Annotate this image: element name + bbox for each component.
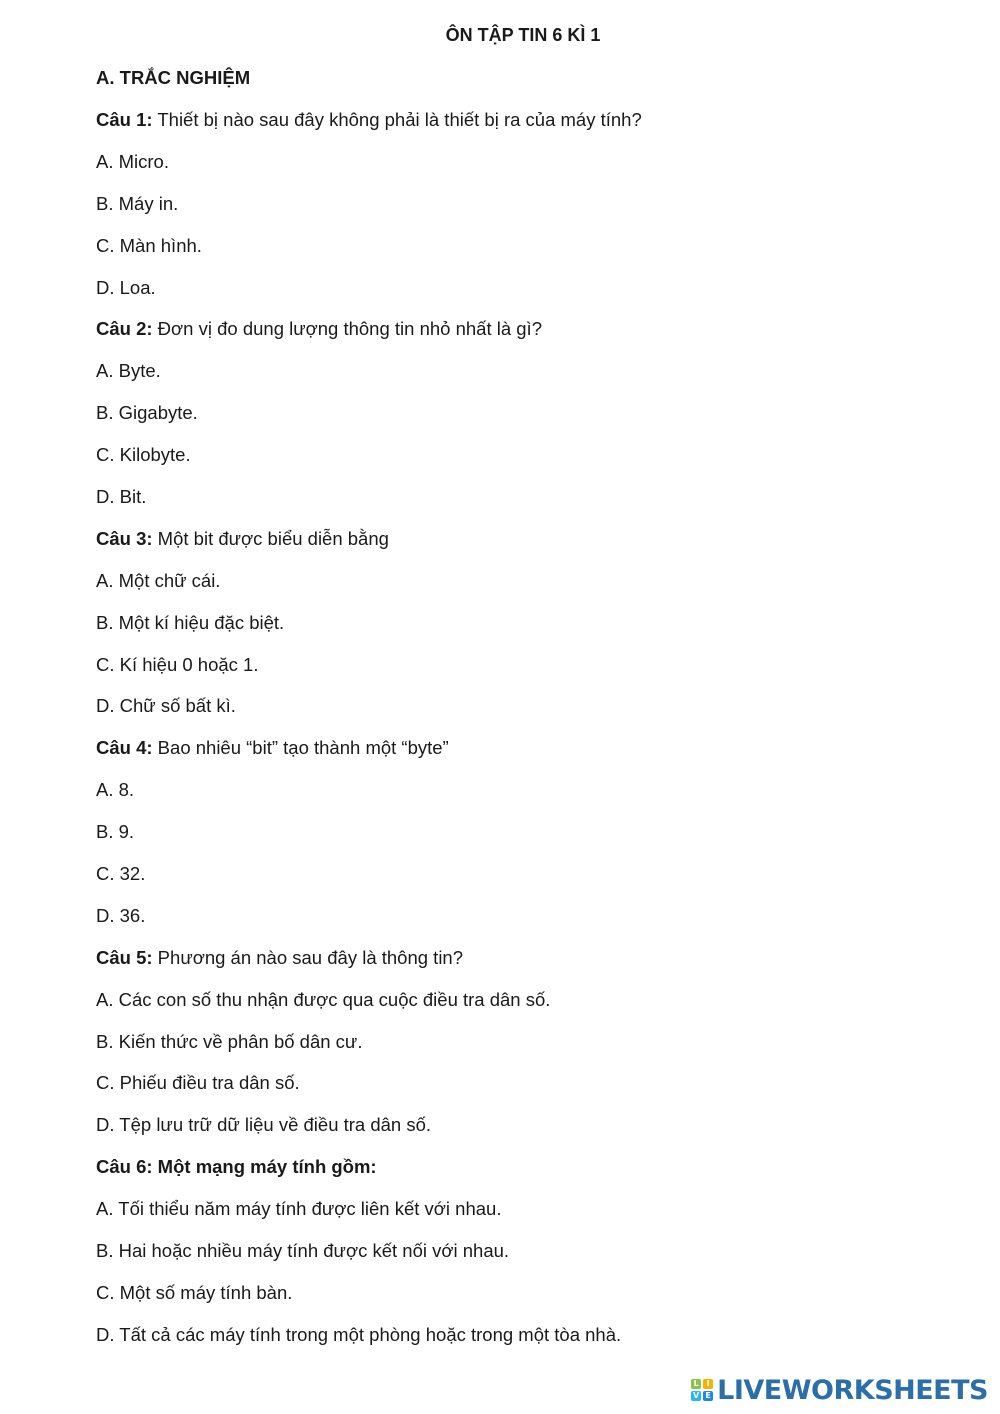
liveworksheets-logo-icon	[691, 1379, 713, 1401]
question-label: Câu 3:	[96, 527, 153, 549]
option-1d: D. Loa.	[96, 276, 156, 298]
option-1c: C. Màn hình.	[96, 234, 202, 256]
question-text: Thiết bị nào sau đây không phải là thiết bị ra của máy tính?	[152, 109, 642, 130]
option-3b: B. Một kí hiệu đặc biệt.	[96, 611, 285, 633]
logo-tile-i: I	[703, 1379, 713, 1389]
option-4c: C. 32.	[96, 863, 146, 885]
brand-wordmark: LIVEWORKSHEETS	[717, 1374, 988, 1406]
option-4d: D. 36.	[96, 904, 146, 926]
question-1	[96, 109, 976, 151]
option-6c: C. Một số máy tính bàn.	[96, 1281, 293, 1303]
option-5d: D. Tệp lưu trữ dữ liệu về điều tra dân số.	[96, 1114, 432, 1136]
option-6a: A. Tối thiểu năm máy tính được liên kết với nhau.	[96, 1198, 502, 1220]
option-3c: C. Kí hiệu 0 hoặc 1.	[96, 653, 259, 675]
option-3a: A. Một chữ cái.	[96, 569, 221, 591]
question-text: Bao nhiêu “bit” tạo thành một “byte”	[152, 737, 449, 759]
question-6	[96, 1156, 976, 1198]
question-text: Một mạng máy tính gồm:	[152, 1156, 377, 1178]
option-6d: D. Tất cả các máy tính trong một phòng hoặc trong một tòa nhà.	[96, 1323, 622, 1345]
option-4b: B. 9.	[96, 821, 135, 843]
question-label: Câu 1:	[96, 109, 153, 130]
question-text: Phương án nào sau đây là thông tin?	[152, 946, 464, 968]
option-3d: D. Chữ số bất kì.	[96, 695, 236, 717]
logo-tile-v: V	[693, 1391, 700, 1400]
section-heading: A. TRẮC NGHIỆM	[96, 67, 251, 88]
option-2d: D. Bit.	[96, 486, 147, 508]
question-label: Câu 5:	[96, 946, 153, 968]
option-1b: B. Máy in.	[96, 192, 179, 214]
option-2a: A. Byte.	[96, 360, 161, 382]
option-5b: B. Kiến thức về phân bố dân cư.	[96, 1030, 363, 1052]
question-list	[96, 109, 976, 1366]
question-label: Câu 4:	[96, 737, 153, 759]
option-5c: C. Phiếu điều tra dân số.	[96, 1072, 300, 1094]
page-title: ÔN TẬP TIN 6 KÌ 1	[445, 25, 601, 45]
question-text: Đơn vị đo dung lượng thông tin nhỏ nhất là gì?	[152, 318, 542, 340]
logo-tile-l: L	[691, 1379, 701, 1389]
option-2c: C. Kilobyte.	[96, 444, 191, 466]
question-5	[96, 947, 976, 989]
question-label: Câu 6:	[96, 1156, 153, 1178]
option-6b: B. Hai hoặc nhiều máy tính được kết nối với nhau.	[96, 1240, 510, 1262]
liveworksheets-brand	[691, 1373, 988, 1407]
option-5a: A. Các con số thu nhận được qua cuộc điều tra dân số.	[96, 988, 551, 1010]
option-1a: A. Micro.	[96, 150, 169, 172]
question-2	[96, 318, 976, 360]
option-2b: B. Gigabyte.	[96, 402, 198, 424]
question-label: Câu 2:	[96, 318, 153, 340]
option-4a: A. 8.	[96, 779, 135, 801]
question-4	[96, 737, 976, 779]
logo-tile-e: E	[703, 1391, 713, 1401]
question-text: Một bit được biểu diễn bằng	[152, 527, 389, 549]
question-3	[96, 528, 976, 570]
